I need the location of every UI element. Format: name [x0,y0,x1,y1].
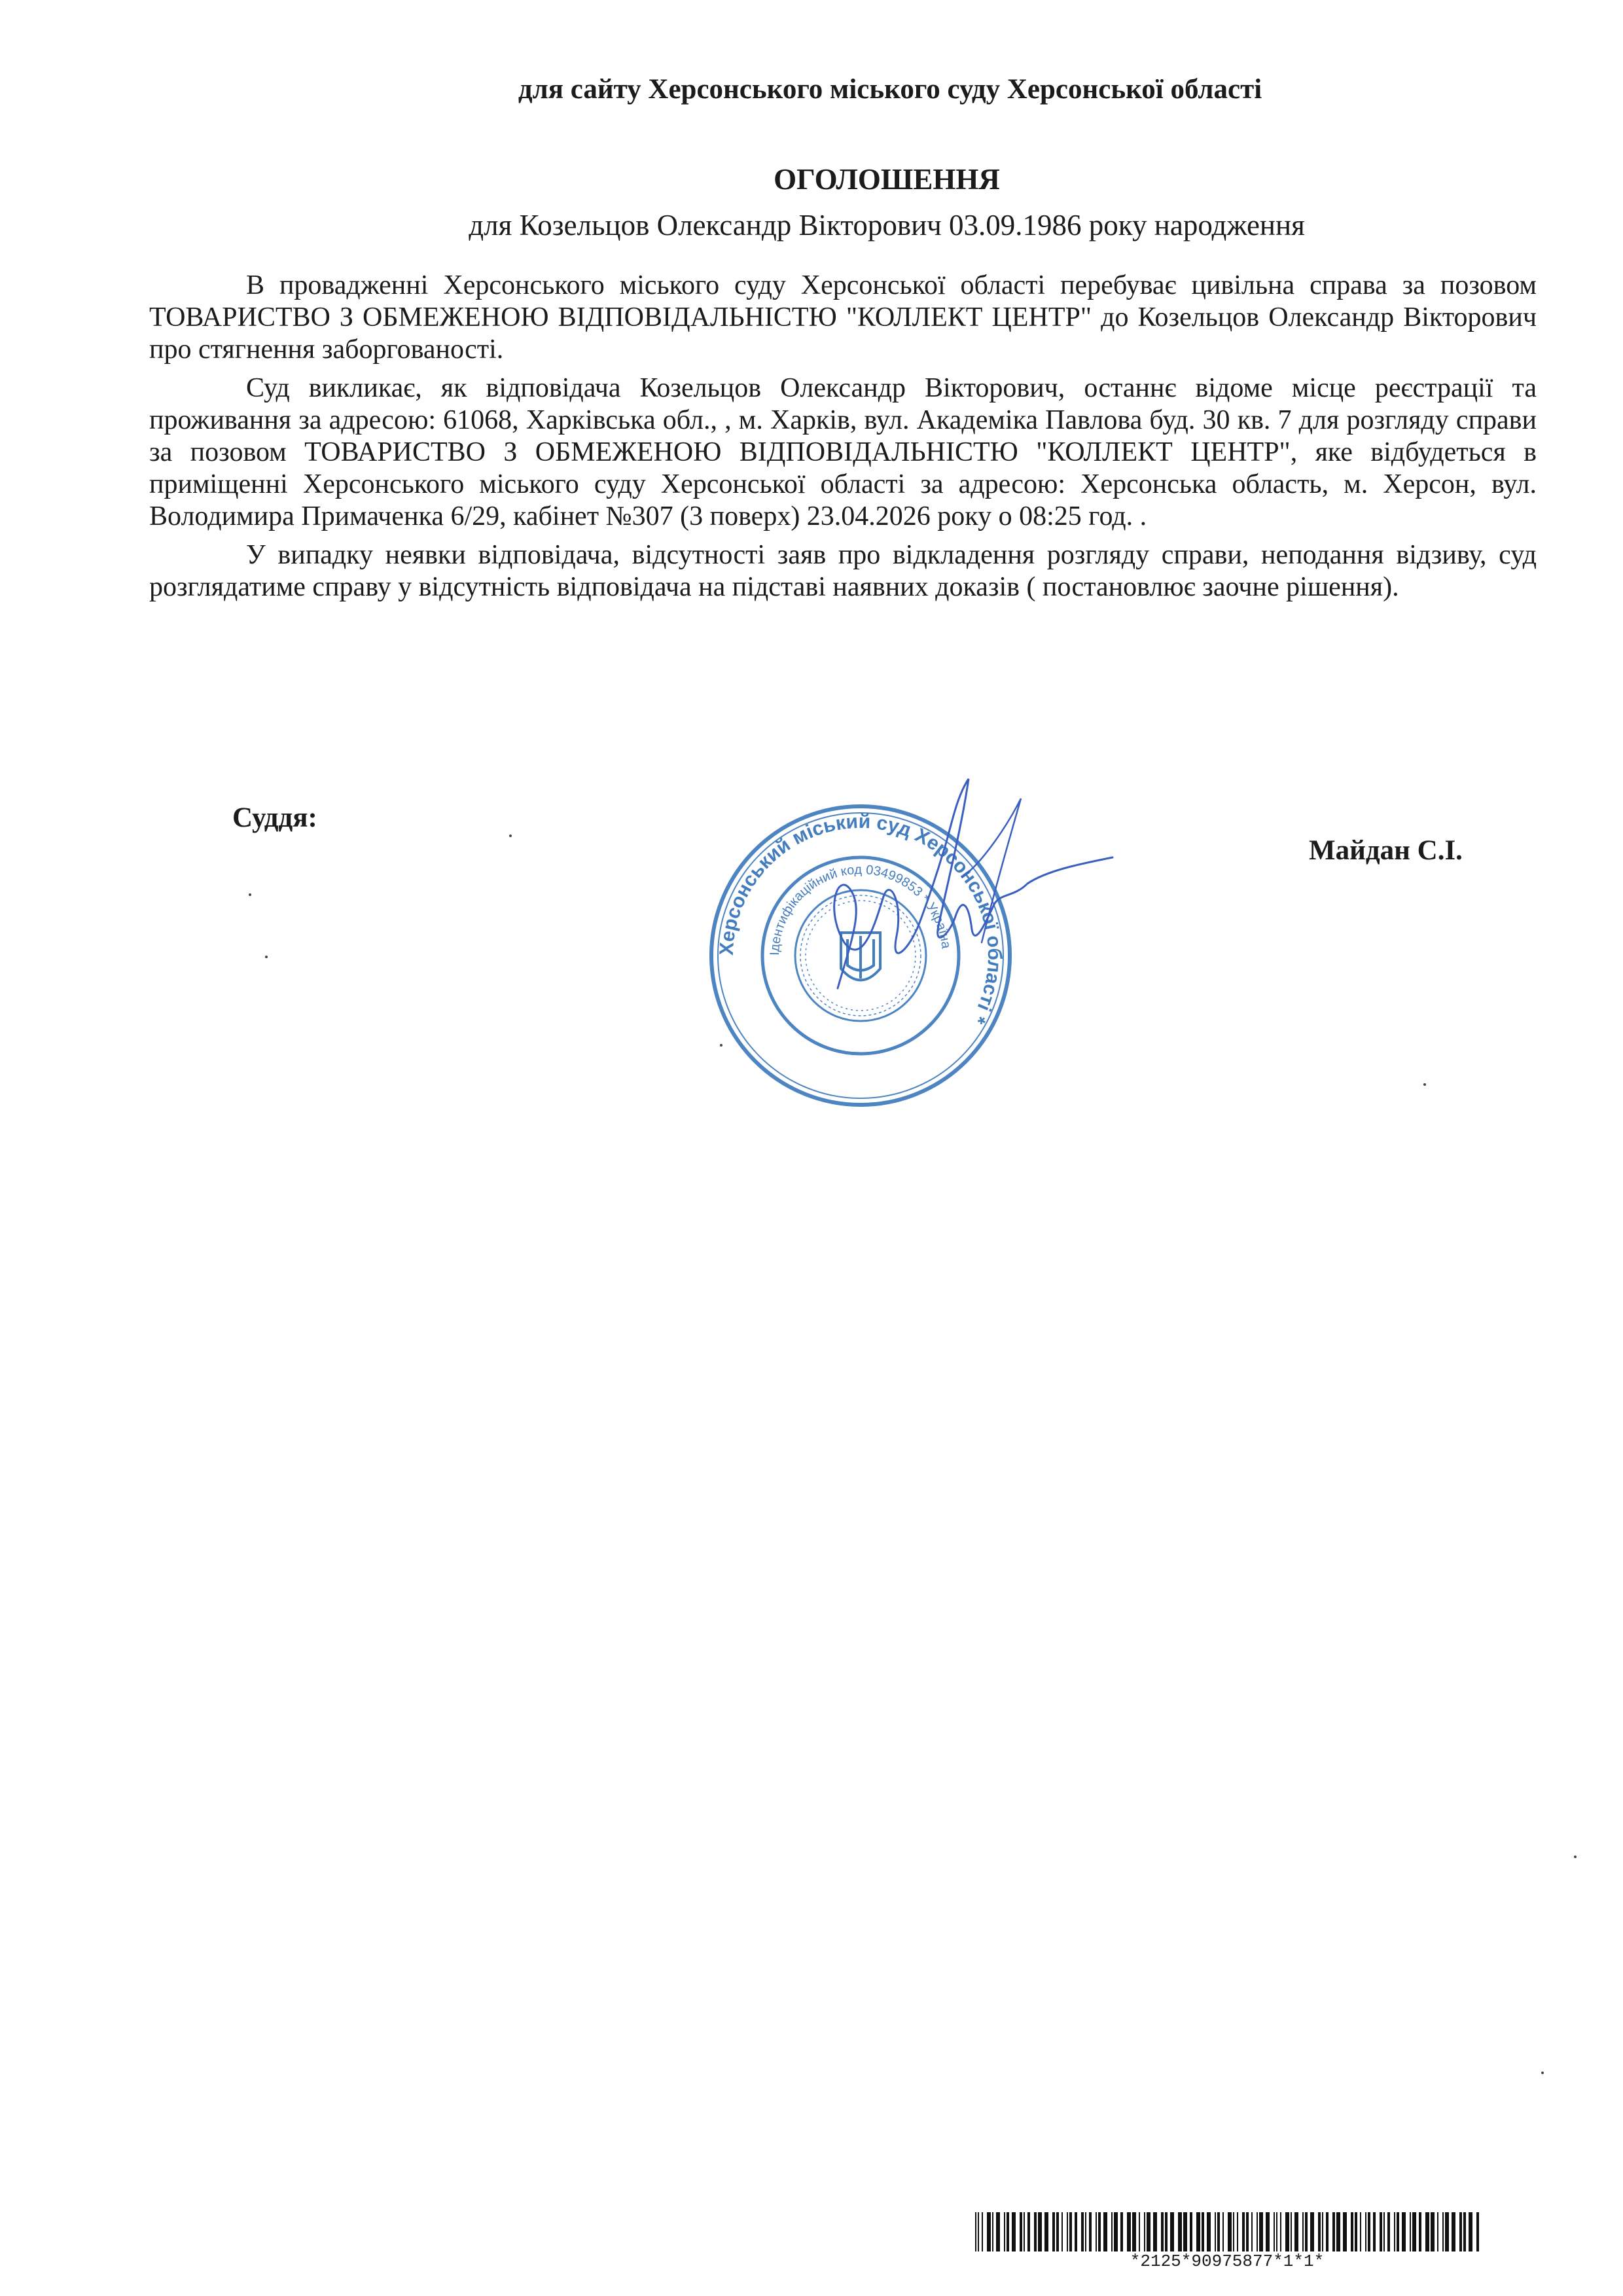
barcode-bar [1007,2212,1009,2251]
barcode-bar [1089,2212,1092,2251]
barcode-bar [1431,2212,1435,2251]
barcode-bar [975,2212,976,2251]
barcode-bar [1096,2212,1097,2251]
barcode-bar [1207,2212,1211,2251]
barcode-bar [1476,2212,1479,2251]
barcode-bar [1326,2212,1329,2251]
barcode-bar [1044,2212,1048,2251]
barcode-bar [992,2212,993,2251]
barcode-bar [1437,2212,1438,2251]
barcode-bar [1242,2212,1245,2251]
barcode-bar [1098,2212,1101,2251]
barcode-bar [996,2212,1000,2251]
paragraph-case-info: В провадженні Херсонського міського суду Херсонської області перебуває цивільна справа за позовом ТОВАРИСТВО З ОБМЕЖЕНОЮ ВІДПОВІДАЛЬНІСТЮ "КОЛЛЕКТ ЦЕНТР" до Козельцов Олександр Вікторович про стягнення заборгованості. [149,270,1537,365]
seal-inner-text: Ідентифікаційний код 03499853 * Україна [767,862,954,956]
barcode-bar [1144,2212,1145,2251]
scan-speck [1574,1856,1577,1858]
barcode-bar [1412,2212,1416,2251]
barcode-bar [1120,2212,1123,2251]
barcode-bar [1336,2212,1340,2251]
barcode-bar [1111,2212,1113,2251]
barcode-bar [1233,2212,1234,2251]
barcode-bar [1228,2212,1232,2251]
barcode-bar [1291,2212,1292,2251]
notice-title: ОГОЛОШЕННЯ [774,163,1000,196]
barcode-bar [1161,2212,1164,2251]
barcode-bar [1459,2212,1462,2251]
notice-body [149,270,1537,610]
barcode-bar [1052,2212,1055,2251]
barcode-bar [1038,2212,1042,2251]
judge-signature [772,772,1139,1047]
barcode-bar [1463,2212,1466,2251]
barcode-bar [1170,2212,1174,2251]
barcode-bar [1259,2212,1263,2251]
barcode-bar [1217,2212,1220,2251]
barcode-bar [1302,2212,1304,2251]
barcode-bar [1305,2212,1308,2251]
barcode-bar [1251,2212,1253,2251]
barcode-bar [1075,2212,1077,2251]
barcode-bar [1387,2212,1390,2251]
barcode-bar [1020,2212,1022,2251]
barcode-bar [1343,2212,1347,2251]
barcode-bar [1085,2212,1086,2251]
barcode-bar [1360,2212,1361,2251]
barcode-bar [1322,2212,1323,2251]
barcode-bar [1257,2212,1258,2251]
barcode-bar [1027,2212,1030,2251]
barcode-bar [1274,2212,1275,2251]
barcode-bar [1034,2212,1037,2251]
barcode-bar [987,2212,991,2251]
barcode-bar [1190,2212,1192,2251]
barcode-bar [1294,2212,1298,2251]
barcode-bar [1383,2212,1385,2251]
document-barcode [975,2212,1479,2251]
judge-name: Майдан С.І. [1309,835,1463,866]
barcode-bar [1147,2212,1150,2251]
site-header-line: для сайту Херсонського міського суду Херсонської області [518,74,1262,105]
barcode-bar [1266,2212,1270,2251]
barcode-bar [1452,2212,1455,2251]
barcode-bar [1132,2212,1136,2251]
barcode-bar [1183,2212,1187,2251]
scan-speck [720,1044,722,1047]
barcode-bar [1310,2212,1314,2251]
barcode-bar [1081,2212,1084,2251]
barcode-bar [1318,2212,1321,2251]
barcode-bar [1380,2212,1382,2251]
barcode-bar [1442,2212,1444,2251]
barcode-bar [1373,2212,1376,2251]
barcode-bar [1397,2212,1399,2251]
barcode-bar [1419,2212,1421,2251]
barcode-bar [1410,2212,1411,2251]
barcode-bar [1355,2212,1357,2251]
scan-speck [1541,2072,1544,2074]
barcode-bar [1445,2212,1449,2251]
barcode-bar [1196,2212,1200,2251]
barcode-bar [982,2212,983,2251]
barcode-bar [1276,2212,1277,2251]
barcode-bar [1069,2212,1072,2251]
judge-label: Суддя: [232,802,317,833]
barcode-bar [1024,2212,1025,2251]
barcode-bar [1202,2212,1204,2251]
barcode-bar [1103,2212,1107,2251]
barcode-bar [1165,2212,1168,2251]
barcode-bar [1114,2212,1118,2251]
scan-speck [509,834,512,837]
barcode-text: *2125*90975877*1*1* [1130,2251,1325,2271]
barcode-bar [1351,2212,1353,2251]
scan-speck [1423,1083,1426,1086]
barcode-bar [1365,2212,1366,2251]
barcode-bar [1237,2212,1238,2251]
barcode-bar [1127,2212,1131,2251]
barcode-bar [1402,2212,1406,2251]
notice-subtitle: для Козельцов Олександр Вікторович 03.09.1986 року народження [469,209,1305,242]
barcode-bar [1332,2212,1335,2251]
barcode-bar [1056,2212,1059,2251]
barcode-bar [1178,2212,1182,2251]
barcode-bar [1285,2212,1289,2251]
barcode-bar [1246,2212,1249,2251]
barcode-bar [1004,2212,1005,2251]
barcode-bar [978,2212,979,2251]
barcode-bar [1215,2212,1216,2251]
paragraph-default-warning: У випадку неявки відповідача, відсутності заяв про відкладення розгляду справи, неподання відзиву, суд розглядатиме справу у відсутність відповідача на підставі наявних доказів ( постановлює заочне рішення). [149,540,1537,602]
barcode-bar [1061,2212,1063,2251]
scan-speck [265,956,268,958]
barcode-bar [1139,2212,1140,2251]
scan-speck [249,893,251,896]
barcode-bar [1394,2212,1395,2251]
barcode-bar [1280,2212,1281,2251]
barcode-bar [1067,2212,1068,2251]
barcode-bar [1469,2212,1472,2251]
barcode-bar [1222,2212,1224,2251]
barcode-bar [1012,2212,1016,2251]
barcode-bar [1425,2212,1429,2251]
barcode-bar [1153,2212,1157,2251]
paragraph-summons: Суд викликає, як відповідача Козельцов Олександр Вікторович, останнє відоме місце реєстрації та проживання за адресою: 61068, Харківська обл., , м. Харків, вул. Академіка Павлова буд. 30 кв. 7 для розгляду справи за позовом ТОВАРИСТВО З ОБМЕЖЕНОЮ ВІДПОВІДАЛЬНІСТЮ "КОЛЛЕКТ ЦЕНТР", яке відбудеться в приміщенні Херсонського міського суду Херсонської області за адресою: Херсонська область, м. Херсон, вул. Володимира Примаченка 6/29, кабінет №307 (3 поверх) 23.04.2026 року о 08:25 год. . [149,373,1537,531]
seal-outer-text: Херсонський міський суд Херсонської області * [715,810,1006,1028]
barcode-bar [1368,2212,1370,2251]
